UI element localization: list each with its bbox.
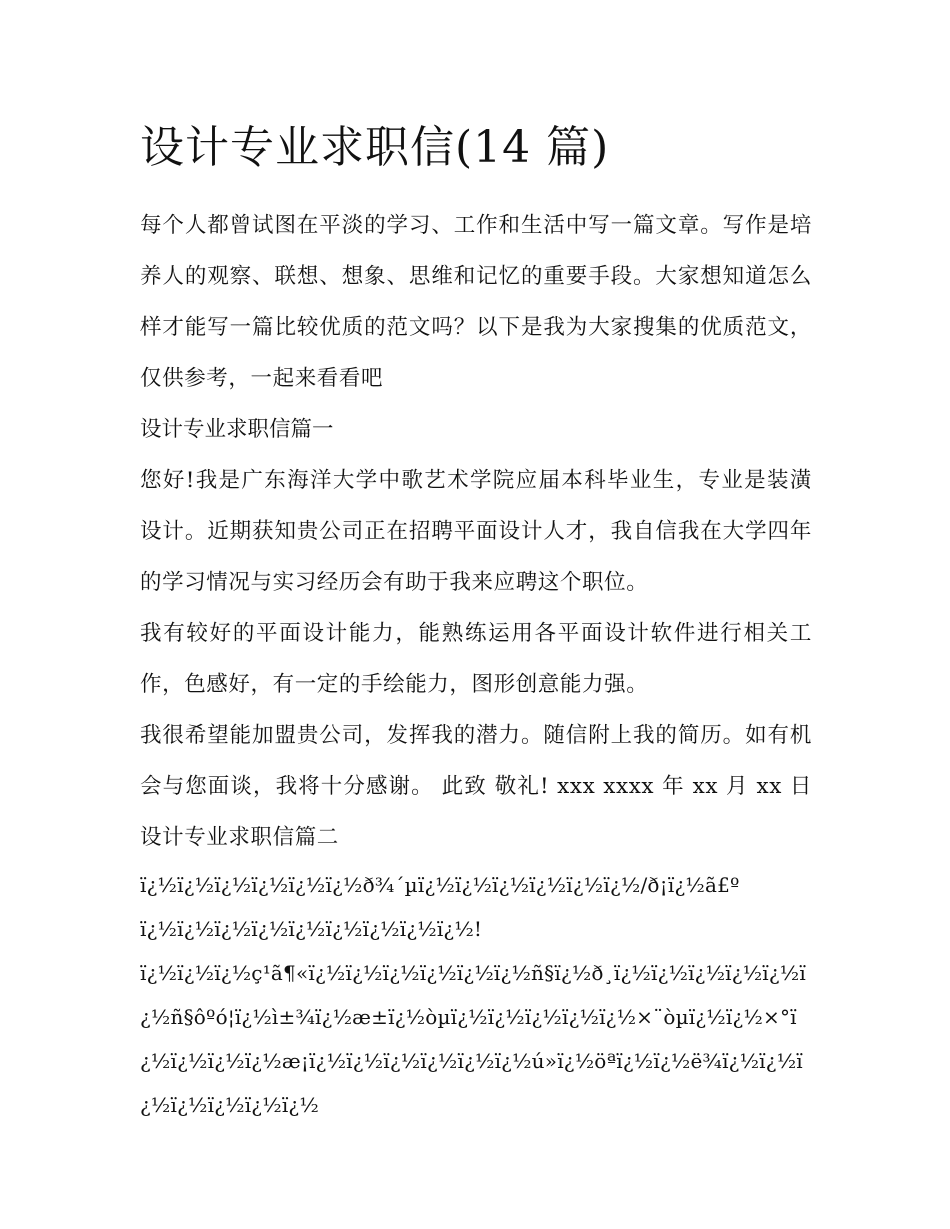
garbled-line-1: ï¿½ï¿½ï¿½ï¿½ï¿½ï¿½ð¾´µï¿½ï¿½ï¿½ï¿½ï¿½ï¿½/ð¡ï¿½ã£º [140,873,740,897]
document-title: 设计专业求职信(14 篇) [140,122,610,173]
garbled-line-3: ï¿½ï¿½ï¿½ç¹ã¶«ï¿½ï¿½ï¿½ï¿½ï¿½ï¿½ñ§ï¿½ð¸ï¿½ï¿½ï¿½ï¿½ï¿½ï¿½ñ§ôºó¦ï¿½ì±¾ï¿½æ±ï¿½òµï¿½ï¿½ï¿½ï¿½ï¿½×¨òµï¿½ï¿½×°ï¿½ï¿½ï¿½ï¿½æ¡ï¿½ï¿½ï¿½ï¿½ï¿½ï¿½ú»ï¿½öªï¿½ï¿½ë¾ï¿½ï¿½ï¿½ï¿½ï¿½ï¿½ï¿½ [140,961,806,1117]
garbled-line-2: ï¿½ï¿½ï¿½ï¿½ï¿½ï¿½ï¿½ï¿½ï¿½! [140,917,483,941]
document-body [140,200,812,1127]
section-heading-one: 设计专业求职信篇一 [140,417,334,442]
letter-paragraph-2: 我有较好的平面设计能力，能熟练运用各平面设计软件进行相关工作，色感好，有一定的手绘能力，图形创意能力强。 [140,621,812,697]
letter-paragraph-1: 您好!我是广东海洋大学中歌艺术学院应届本科毕业生，专业是装潢设计。近期获知贵公司正在招聘平面设计人才，我自信我在大学四年的学习情况与实习经历会有助于我来应聘这个职位。 [140,468,812,595]
intro-paragraph: 每个人都曾试图在平淡的学习、工作和生活中写一篇文章。写作是培养人的观察、联想、想象、思维和记忆的重要手段。大家想知道怎么样才能写一篇比较优质的范文吗？以下是我为大家搜集的优质范文，仅供参考，一起来看看吧 [140,213,812,391]
document-page [140,0,812,1229]
letter-paragraph-3: 我很希望能加盟贵公司，发挥我的潜力。随信附上我的简历。如有机会与您面谈，我将十分感谢。 此致 敬礼! xxx xxxx 年 xx 月 xx 日 设计专业求职信篇二 [140,723,812,850]
